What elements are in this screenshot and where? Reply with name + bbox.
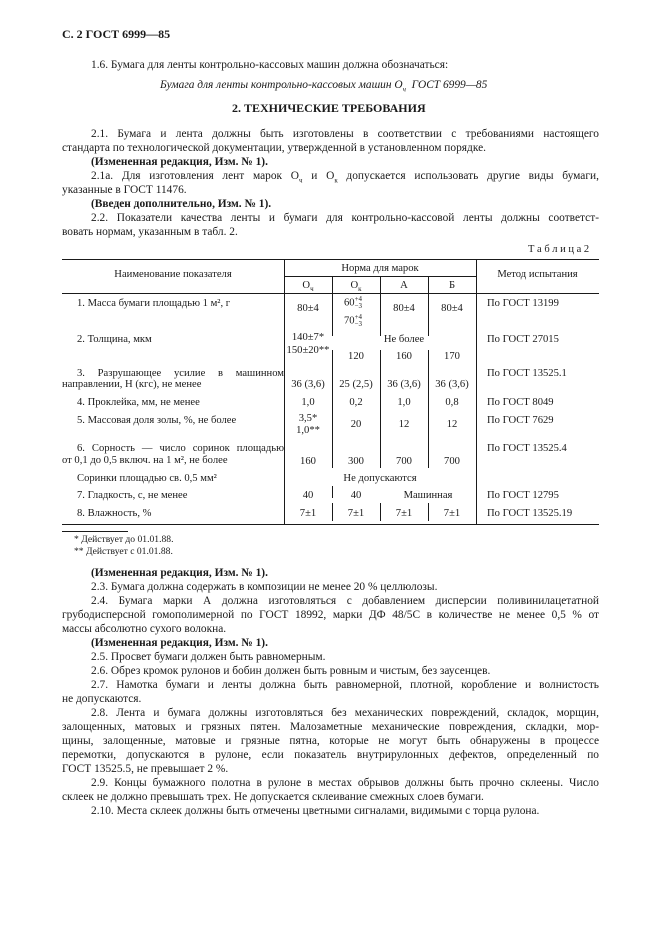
paragraph-2-9-line2: склеек не должно превышать трех. Не допускается склеивание смежных слоев бумаги. — [62, 791, 484, 803]
table-head-name: Наименование показателя — [114, 269, 232, 280]
paragraph-2-3: 2.3. Бумага должна содержать в композиции не менее 20 % целлюлозы. — [91, 581, 438, 593]
paragraph-2-1a-line1: 2.1а. Для изготовления лент марок $О_ч$ и $О_к$ допускается использовать другие виды бумаги, — [91, 170, 599, 185]
table-row-5-oc-b: 1,0** — [296, 425, 320, 436]
paragraph-1-6: 1.6. Бумага для ленты контрольно-кассовых машин должна обозначаться: — [91, 59, 449, 71]
table-row-6-name-line1: 6. Сорность — число соринок площадью — [77, 443, 284, 454]
table-row-3-method: По ГОСТ 13525.1 — [487, 368, 567, 379]
paragraph-2-4-line2: грубодисперсной гомополимерной по ГОСТ 18992, марки ДФ 48/5С в количестве не менее 0,5 % от — [62, 609, 599, 621]
page-header: С. 2 ГОСТ 6999—85 — [62, 27, 171, 41]
paragraph-2-7-line2: не допускаются. — [62, 693, 142, 705]
paragraph-2-2-line1: 2.2. Показатели качества ленты и бумаги для контрольно-кассовой ленты должны соответст- — [91, 212, 599, 224]
table-row-5-name: 5. Массовая доля золы, %, не более — [77, 415, 237, 426]
paragraph-2-1a-line2: указанные в ГОСТ 11476. — [62, 184, 187, 196]
table-row-7-oc: 40 — [302, 490, 314, 501]
paragraph-2-1-line2: стандарта по технологической документации, утвержденной в установленном порядке. — [62, 142, 486, 154]
edition-note-3: (Измененная редакция, Изм. № 1). — [91, 637, 268, 649]
table-row-2-not-more: Не более — [383, 334, 425, 345]
table-row-7-ok: 40 — [350, 490, 362, 501]
paragraph-2-6: 2.6. Обрез кромок рулонов и бобин должен быть ровным и чистым, без заусенцев. — [91, 665, 491, 677]
paragraph-2-1-line1: 2.1. Бумага и лента должны быть изготовлены в соответствии с требованиями настоящего — [91, 128, 599, 140]
table-row-8-a: 7±1 — [395, 508, 413, 519]
table-row-3-b: 36 (3,6) — [435, 379, 469, 390]
table-row-8-ok: 7±1 — [347, 508, 365, 519]
table-row-5-oc-a: 3,5* — [298, 413, 318, 424]
paragraph-2-7-line1: 2.7. Намотка бумаги и ленты должна быть равномерной, плотной, коробление и волнистость — [91, 679, 599, 691]
table-row-5-b: 12 — [446, 419, 458, 430]
footnote-2: ** Действует с 01.01.88. — [74, 546, 173, 557]
table-row-6-method: По ГОСТ 13525.4 — [487, 443, 567, 454]
table-row-2-oc-a: 140±7* — [291, 332, 325, 343]
table-row-4-ok: 0,2 — [349, 397, 363, 408]
table-row-3-name-line1: 3. Разрушающее усилие в машинном — [77, 368, 284, 379]
table-row-5-method: По ГОСТ 7629 — [487, 415, 554, 426]
edition-note-1: (Измененная редакция, Изм. № 1). — [91, 156, 268, 168]
table-row-8-name: 8. Влажность, % — [77, 508, 152, 519]
table-row-6-name-line2: от 0,1 до 0,5 включ. на 1 м², не более — [62, 455, 228, 466]
table-row-8-b: 7±1 — [443, 508, 461, 519]
table-row-8-method: По ГОСТ 13525.19 — [487, 508, 573, 519]
paragraph-2-8-line4: перемотки, допускаются в рулоне, если показатель внутрирулонных дефектов, определенный по — [62, 749, 599, 761]
table-row-2-ok: 120 — [348, 351, 364, 362]
paragraph-2-5: 2.5. Просвет бумаги должен быть равномерным. — [91, 651, 326, 663]
table-head-oc: $О_ч$ — [302, 280, 314, 294]
table-row-2-b: 170 — [444, 351, 460, 362]
table-caption: Т а б л и ц а 2 — [528, 244, 590, 255]
table-head-method: Метод испытания — [497, 269, 578, 280]
section-title: 2. ТЕХНИЧЕСКИЕ ТРЕБОВАНИЯ — [232, 101, 426, 115]
table-row-7-ab: Машинная — [403, 490, 453, 501]
paragraph-2-9-line1: 2.9. Концы бумажного полотна в рулоне в местах обрывов должны быть прочно склеены. Число — [91, 777, 599, 789]
table-row-4-name: 4. Проклейка, мм, не менее — [77, 397, 200, 408]
table-row-6-ok: 300 — [348, 456, 364, 467]
edition-note-2: (Измененная редакция, Изм. № 1). — [91, 567, 268, 579]
table-row-2-oc-b: 150±20** — [286, 345, 330, 356]
paragraph-2-4-line3: массы абсолютно сухого волокна. — [62, 623, 227, 635]
table-row-7-name: 7. Гладкость, с, не менее — [77, 490, 188, 501]
addition-note-1: (Введен дополнительно, Изм. № 1). — [91, 198, 272, 210]
table-row-6b-value: Не допускаются — [343, 473, 417, 484]
paragraph-2-4-line1: 2.4. Бумага марки А должна изготовляться с добавлением дисперсии поливинилацетатной — [91, 595, 599, 607]
paragraph-2-8-line3: щины, залощенные, матовые и грязные пятна, которые не могут быть обнаружены в процессе — [62, 735, 599, 747]
table-head-a: А — [400, 280, 408, 291]
table-row-6-a: 700 — [396, 456, 412, 467]
table-head-b: Б — [448, 280, 456, 291]
table-row-2-method: По ГОСТ 27015 — [487, 334, 559, 345]
table-row-4-oc: 1,0 — [301, 397, 315, 408]
paragraph-2-8-line5: ГОСТ 13525.5, не превышает 2 %. — [62, 763, 229, 775]
table-row-5-ok: 20 — [350, 419, 362, 430]
table-row-2-name: 2. Толщина, мкм — [77, 334, 152, 345]
table-row-3-name-line2: направлении, Н (кгс), не менее — [62, 379, 202, 390]
table-row-6-oc: 160 — [300, 456, 316, 467]
table-row-1-oc: 80±4 — [297, 303, 319, 314]
table-row-1-a: 80±4 — [393, 303, 415, 314]
table-row-4-b: 0,8 — [445, 397, 459, 408]
table-row-4-method: По ГОСТ 8049 — [487, 397, 554, 408]
footnote-divider — [62, 531, 128, 532]
designation-example: Бумага для ленты контрольно-кассовых машин $О_ч$ ГОСТ 6999—85 — [160, 79, 488, 94]
table-row-4-a: 1,0 — [397, 397, 411, 408]
table-row-1-name: 1. Масса бумаги площадью 1 м², г — [77, 298, 231, 309]
table-head-norm: Норма для марок — [341, 263, 419, 274]
table-row-3-ok: 25 (2,5) — [339, 379, 373, 390]
paragraph-2-8-line2: залощенных, матовых и грязных пятен. Малозаметные механические повреждения, складки, мор- — [62, 721, 599, 733]
paragraph-2-8-line1: 2.8. Лента и бумага должны изготовляться без механических повреждений, складок, морщин, — [91, 707, 599, 719]
footnote-1: * Действует до 01.01.88. — [74, 534, 174, 545]
table-row-1-b: 80±4 — [441, 303, 463, 314]
table-row-6b-name: Соринки площадью св. 0,5 мм² — [77, 473, 217, 484]
paragraph-2-2-line2: вовать нормам, указанным в табл. 2. — [62, 226, 238, 238]
table-row-1-ok-b: 70 +4 −3 — [344, 313, 363, 328]
table-row-2-a: 160 — [396, 351, 412, 362]
table-head-ok: $О_к$ — [350, 280, 362, 294]
table-row-7-method: По ГОСТ 12795 — [487, 490, 559, 501]
table-row-8-oc: 7±1 — [299, 508, 317, 519]
table-row-6-b: 700 — [444, 456, 460, 467]
table-row-5-a: 12 — [398, 419, 410, 430]
table-row-3-a: 36 (3,6) — [387, 379, 421, 390]
table-row-3-oc: 36 (3,6) — [291, 379, 325, 390]
paragraph-2-10: 2.10. Места склеек должны быть отмечены цветными сигналами, видимыми с торца рулона. — [91, 805, 540, 817]
table-row-1-ok-a: 60 +4 −3 — [344, 295, 363, 310]
table-row-1-method: По ГОСТ 13199 — [487, 298, 559, 309]
